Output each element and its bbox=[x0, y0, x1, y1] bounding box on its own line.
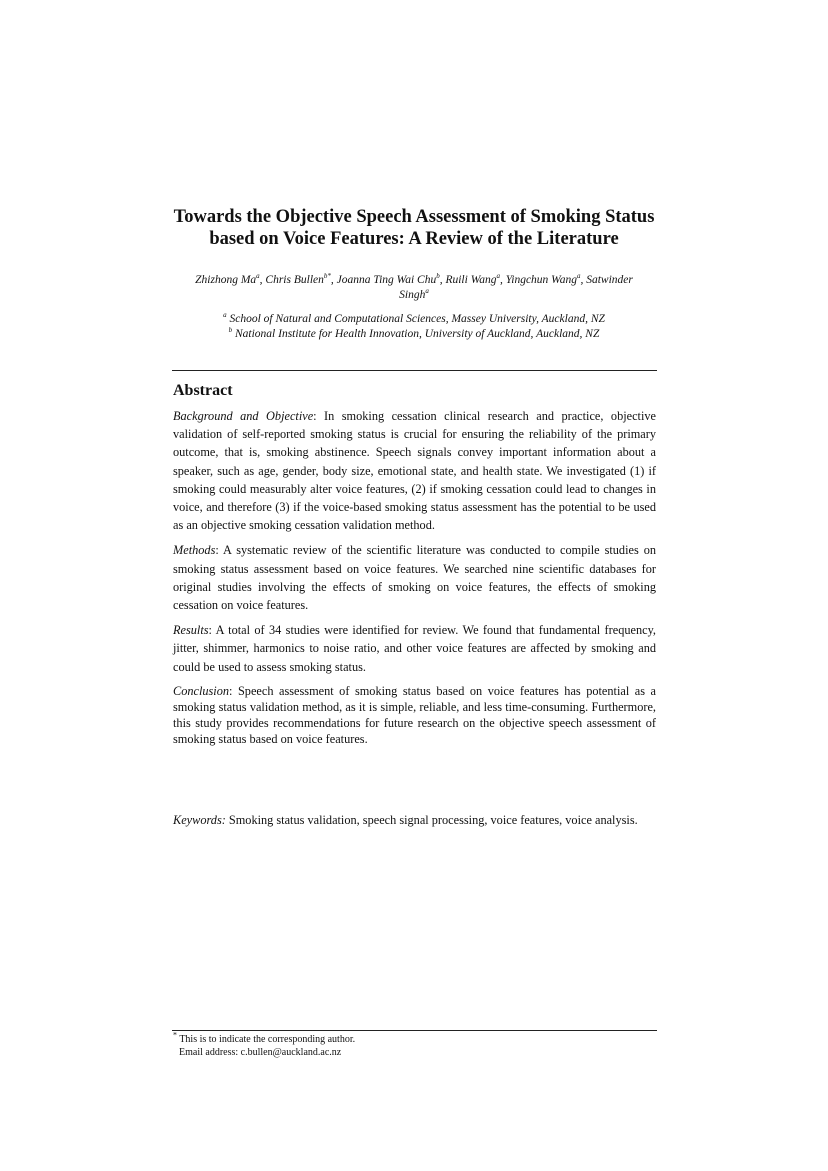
footnote-mark: * bbox=[173, 1030, 177, 1040]
affiliation: $^b$ National Institute for Health Innovation, University of Auckland, Auckland, NZ bbox=[228, 326, 600, 340]
abstract-results-paragraph: Results: A total of 34 studies were identified for review. We found that fundamental frequency, jitter, shimmer, harmonics to noise ratio, and other voice features are affected by smoking and could be used to assess smoking status. bbox=[173, 623, 656, 674]
author: Zhizhong Ma$^a$, bbox=[195, 272, 266, 286]
footnote: * This is to indicate the corresponding author. Email address: c.bullen@auckland.ac.nz bbox=[173, 1030, 356, 1058]
author: Ruili Wang$^a$, bbox=[445, 272, 506, 286]
footnote-email: Email address: c.bullen@auckland.ac.nz bbox=[179, 1047, 342, 1058]
author-list bbox=[190, 273, 638, 303]
affiliation: $^a$ School of Natural and Computational Sciences, Massey University, Auckland, NZ bbox=[223, 311, 605, 325]
abstract-body bbox=[173, 407, 656, 754]
author: Yingchun Wang$^a$, bbox=[505, 272, 587, 286]
paper-title: Towards the Objective Speech Assessment of Smoking Status based on Voice Features: A Review of the Literature bbox=[173, 207, 655, 249]
abstract-heading: Abstract bbox=[173, 382, 233, 399]
footnote-divider bbox=[172, 1030, 657, 1031]
header-divider bbox=[172, 370, 657, 371]
abstract-background-paragraph: Background and Objective: In smoking cessation clinical research and practice, objective validation of self-reported smoking status is crucial for ensuring the reliability of the primary outcome, that is, smoking abstinence. Speech signals convey important information about a speaker, such as age, gender, body size, emotional state, and health state. We investigated (1) if smoking could measurably alter voice features, (2) if smoking cessation could lead to changes in voice, and therefore (3) if the voice-based smoking status assessment has the potential to be used as an objective smoking cessation validation method. bbox=[173, 409, 656, 533]
author: Joanna Ting Wai Chu$^b$, bbox=[336, 272, 446, 286]
keywords: Keywords: Smoking status validation, speech signal processing, voice features, voice analysis. bbox=[173, 813, 638, 827]
author: Satwinder Singh$^a$ bbox=[399, 274, 633, 301]
affiliation-list bbox=[172, 312, 656, 342]
abstract-methods-paragraph: Methods: A systematic review of the scientific literature was conducted to compile studies on smoking status assessment based on voice features. We searched nine scientific databases for original studies involving the effects of smoking on voice features, the effects of smoking cessation on voice features. bbox=[173, 543, 656, 613]
author: Chris Bullen$^{b*}$, bbox=[265, 272, 337, 286]
abstract-conclusion-paragraph: Conclusion: Speech assessment of smoking status based on voice features has potential as a smoking status validation method, as it is simple, reliable, and less time-consuming. Furthermore, this study provides recommendations for future research on the objective speech assessment of smoking status based on voice features. bbox=[173, 683, 656, 746]
